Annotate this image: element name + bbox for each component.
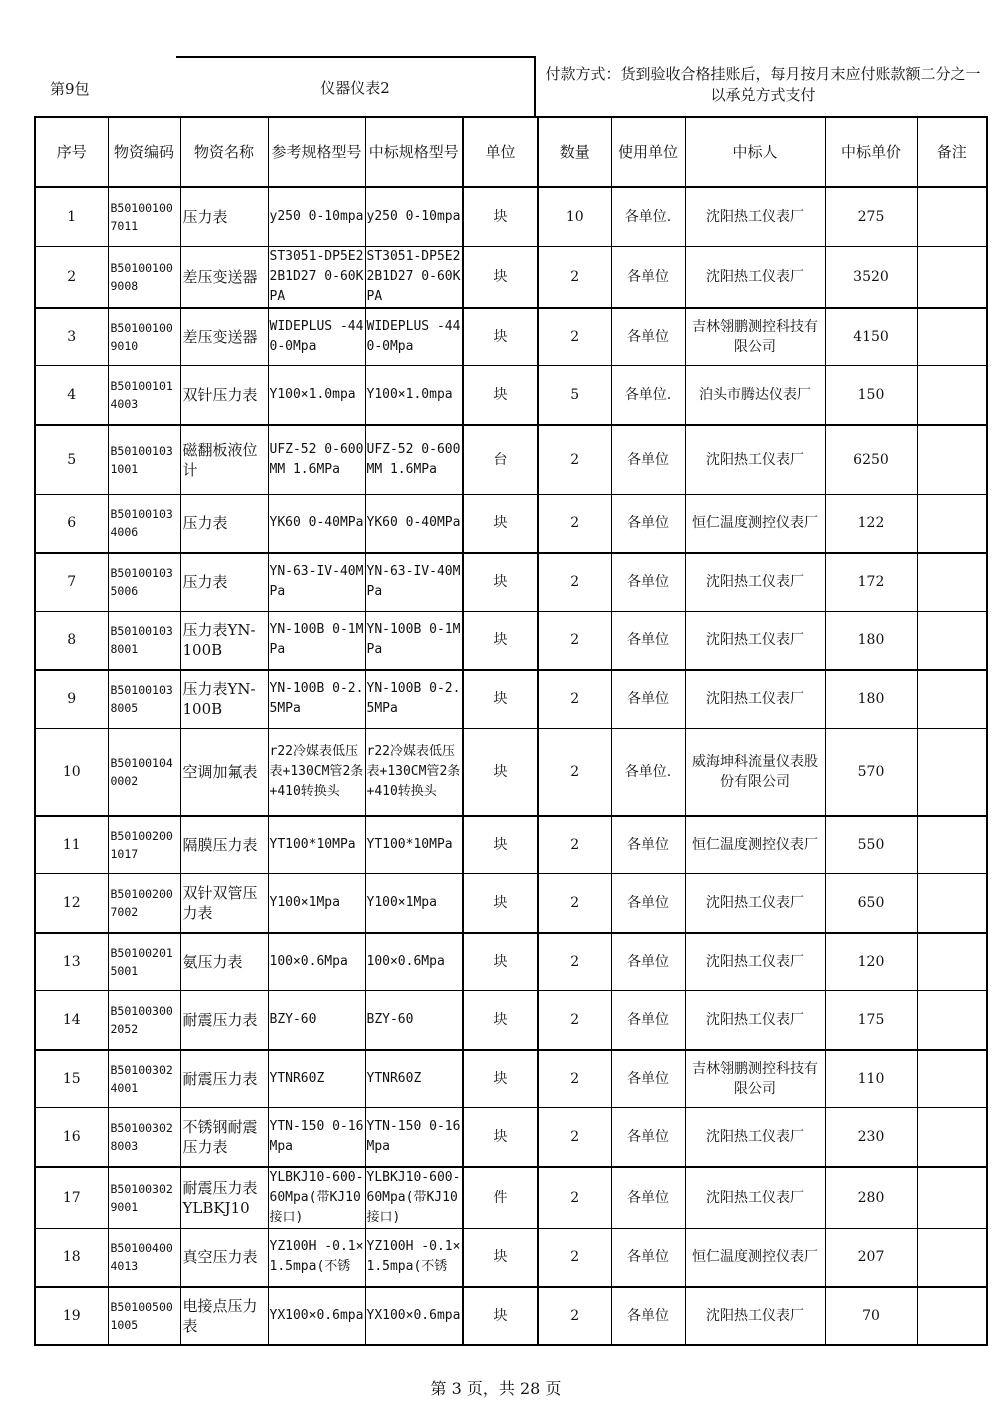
- unit-cell: 件: [463, 1167, 538, 1229]
- using-unit-cell: 各单位: [611, 495, 685, 553]
- using-unit-cell: 各单位: [611, 246, 685, 308]
- reference-spec-cell: Y100×1Mpa: [268, 874, 365, 933]
- bid-spec-cell: YZ100H -0.1×1.5mpa(不锈: [365, 1228, 463, 1287]
- unit-cell: 块: [463, 874, 538, 933]
- remark-cell: [917, 246, 987, 308]
- bid-spec-cell: WIDEPLUS -440-0Mpa: [365, 308, 463, 366]
- reference-spec-cell: 100×0.6Mpa: [268, 933, 365, 991]
- remark-cell: [917, 187, 987, 246]
- winning-bidder-cell: 恒仁温度测控仪表厂: [685, 1228, 825, 1287]
- item-code-cell: B501001009008: [108, 246, 180, 308]
- table-row: [35, 729, 987, 816]
- item-name-cell: 压力表YN-100B: [180, 612, 268, 670]
- winning-bidder-cell: 沈阳热工仪表厂: [685, 187, 825, 246]
- row-number-cell: 12: [35, 874, 108, 933]
- unit-price-cell: 175: [825, 991, 917, 1050]
- unit-cell: 块: [463, 729, 538, 816]
- remark-cell: [917, 1167, 987, 1229]
- row-number-cell: 13: [35, 933, 108, 991]
- item-code-cell: B501001040002: [108, 729, 180, 816]
- unit-cell: 块: [463, 1050, 538, 1108]
- winning-bidder-cell: 吉林翎鹏测控科技有限公司: [685, 308, 825, 366]
- row-number-cell: 5: [35, 425, 108, 495]
- unit-price-cell: 207: [825, 1228, 917, 1287]
- item-name-cell: 耐震压力表YLBKJ10: [180, 1167, 268, 1229]
- reference-spec-cell: YT100*10MPa: [268, 816, 365, 874]
- item-code-cell: B501003002052: [108, 991, 180, 1050]
- winning-bidder-cell: 沈阳热工仪表厂: [685, 612, 825, 670]
- using-unit-cell: 各单位: [611, 1167, 685, 1229]
- unit-cell: 块: [463, 187, 538, 246]
- remark-cell: [917, 1228, 987, 1287]
- col-header-winner: 中标人: [685, 117, 825, 187]
- bid-spec-cell: 100×0.6Mpa: [365, 933, 463, 991]
- item-name-cell: 耐震压力表: [180, 1050, 268, 1108]
- col-header-user: 使用单位: [611, 117, 685, 187]
- item-code-cell: B501001035006: [108, 553, 180, 612]
- quantity-cell: 2: [538, 308, 611, 366]
- reference-spec-cell: r22冷媒表低压表+130CM管2条+410转换头: [268, 729, 365, 816]
- row-number-cell: 14: [35, 991, 108, 1050]
- quantity-cell: 2: [538, 933, 611, 991]
- row-number-cell: 3: [35, 308, 108, 366]
- winning-bidder-cell: 吉林翎鹏测控科技有限公司: [685, 1050, 825, 1108]
- reference-spec-cell: UFZ-52 0-600MM 1.6MPa: [268, 425, 365, 495]
- using-unit-cell: 各单位: [611, 612, 685, 670]
- unit-price-cell: 150: [825, 366, 917, 425]
- row-number-cell: 18: [35, 1228, 108, 1287]
- using-unit-cell: 各单位: [611, 308, 685, 366]
- table-row: [35, 816, 987, 874]
- bid-spec-cell: Y100×1Mpa: [365, 874, 463, 933]
- quantity-cell: 5: [538, 366, 611, 425]
- using-unit-cell: 各单位.: [611, 366, 685, 425]
- remark-cell: [917, 308, 987, 366]
- unit-cell: 块: [463, 1287, 538, 1345]
- quantity-cell: 2: [538, 612, 611, 670]
- item-code-cell: B501001038005: [108, 670, 180, 729]
- winning-bidder-cell: 沈阳热工仪表厂: [685, 933, 825, 991]
- item-code-cell: B501001038001: [108, 612, 180, 670]
- winning-bidder-cell: 沈阳热工仪表厂: [685, 553, 825, 612]
- unit-price-cell: 570: [825, 729, 917, 816]
- reference-spec-cell: y250 0-10mpa: [268, 187, 365, 246]
- unit-price-cell: 110: [825, 1050, 917, 1108]
- unit-price-cell: 180: [825, 670, 917, 729]
- using-unit-cell: 各单位: [611, 553, 685, 612]
- unit-price-cell: 280: [825, 1167, 917, 1229]
- quantity-cell: 2: [538, 425, 611, 495]
- unit-cell: 块: [463, 1108, 538, 1167]
- item-name-cell: 双针压力表: [180, 366, 268, 425]
- reference-spec-cell: ST3051-DP5E22B1D27 0-60KPA: [268, 246, 365, 308]
- using-unit-cell: 各单位: [611, 1228, 685, 1287]
- unit-price-cell: 230: [825, 1108, 917, 1167]
- col-header-note: 备注: [917, 117, 987, 187]
- col-header-name: 物资名称: [180, 117, 268, 187]
- row-number-cell: 6: [35, 495, 108, 553]
- table-row: [35, 308, 987, 366]
- quantity-cell: 2: [538, 1050, 611, 1108]
- reference-spec-cell: YK60 0-40MPa: [268, 495, 365, 553]
- quantity-cell: 2: [538, 553, 611, 612]
- reference-spec-cell: YTN-150 0-16Mpa: [268, 1108, 365, 1167]
- table-row: [35, 933, 987, 991]
- row-number-cell: 15: [35, 1050, 108, 1108]
- unit-cell: 块: [463, 495, 538, 553]
- row-number-cell: 1: [35, 187, 108, 246]
- remark-cell: [917, 933, 987, 991]
- quantity-cell: 2: [538, 729, 611, 816]
- item-name-cell: 差压变送器: [180, 246, 268, 308]
- remark-cell: [917, 670, 987, 729]
- reference-spec-cell: YN-63-IV-40MPa: [268, 553, 365, 612]
- row-number-cell: 17: [35, 1167, 108, 1229]
- table-row: [35, 495, 987, 553]
- using-unit-cell: 各单位: [611, 816, 685, 874]
- table-body: [35, 117, 987, 1345]
- table-row: [35, 1167, 987, 1229]
- remark-cell: [917, 612, 987, 670]
- col-header-unit: 单位: [463, 117, 538, 187]
- item-name-cell: 电接点压力表: [180, 1287, 268, 1345]
- table-row: [35, 1108, 987, 1167]
- quantity-cell: 2: [538, 1287, 611, 1345]
- table-row: [35, 425, 987, 495]
- reference-spec-cell: BZY-60: [268, 991, 365, 1050]
- reference-spec-cell: WIDEPLUS -440-0Mpa: [268, 308, 365, 366]
- unit-price-cell: 172: [825, 553, 917, 612]
- winning-bidder-cell: 沈阳热工仪表厂: [685, 670, 825, 729]
- item-code-cell: B501004004013: [108, 1228, 180, 1287]
- item-code-cell: B501002007002: [108, 874, 180, 933]
- item-name-cell: 隔膜压力表: [180, 816, 268, 874]
- using-unit-cell: 各单位: [611, 1108, 685, 1167]
- quantity-cell: 2: [538, 1108, 611, 1167]
- item-code-cell: B501001007011: [108, 187, 180, 246]
- unit-price-cell: 3520: [825, 246, 917, 308]
- row-number-cell: 7: [35, 553, 108, 612]
- remark-cell: [917, 1287, 987, 1345]
- table-row: [35, 1287, 987, 1345]
- winning-bidder-cell: 沈阳热工仪表厂: [685, 1287, 825, 1345]
- unit-cell: 块: [463, 1228, 538, 1287]
- bid-spec-cell: Y100×1.0mpa: [365, 366, 463, 425]
- bid-spec-cell: YT100*10MPa: [365, 816, 463, 874]
- bid-spec-cell: YN-63-IV-40MPa: [365, 553, 463, 612]
- item-code-cell: B501001034006: [108, 495, 180, 553]
- unit-cell: 块: [463, 612, 538, 670]
- payment-terms: 付款方式：货到验收合格挂账后，每月按月末应付账款额二分之一以承兑方式支付: [545, 65, 981, 104]
- item-code-cell: B501003028003: [108, 1108, 180, 1167]
- winning-bidder-cell: 沈阳热工仪表厂: [685, 874, 825, 933]
- reference-spec-cell: YX100×0.6mpa: [268, 1287, 365, 1345]
- quantity-cell: 2: [538, 246, 611, 308]
- unit-cell: 块: [463, 933, 538, 991]
- unit-cell: 块: [463, 670, 538, 729]
- unit-cell: 块: [463, 991, 538, 1050]
- row-number-cell: 11: [35, 816, 108, 874]
- unit-price-cell: 180: [825, 612, 917, 670]
- row-number-cell: 2: [35, 246, 108, 308]
- item-code-cell: B501003029001: [108, 1167, 180, 1229]
- quantity-cell: 10: [538, 187, 611, 246]
- unit-price-cell: 650: [825, 874, 917, 933]
- item-name-cell: 双针双管压力表: [180, 874, 268, 933]
- remark-cell: [917, 425, 987, 495]
- bid-spec-cell: YX100×0.6mpa: [365, 1287, 463, 1345]
- unit-price-cell: 550: [825, 816, 917, 874]
- remark-cell: [917, 1050, 987, 1108]
- row-number-cell: 8: [35, 612, 108, 670]
- table-header-row: [35, 117, 987, 187]
- unit-price-cell: 120: [825, 933, 917, 991]
- winning-bidder-cell: 沈阳热工仪表厂: [685, 1167, 825, 1229]
- category-title-text: 仪器仪表2: [320, 78, 390, 97]
- category-title: [176, 56, 536, 116]
- remark-cell: [917, 495, 987, 553]
- reference-spec-cell: YLBKJ10-600-60Mpa(带KJ10接口): [268, 1167, 365, 1229]
- quantity-cell: 2: [538, 1228, 611, 1287]
- unit-price-cell: 6250: [825, 425, 917, 495]
- unit-cell: 块: [463, 246, 538, 308]
- table-row: [35, 1228, 987, 1287]
- winning-bidder-cell: 沈阳热工仪表厂: [685, 425, 825, 495]
- bid-spec-cell: r22冷媒表低压表+130CM管2条+410转换头: [365, 729, 463, 816]
- reference-spec-cell: YZ100H -0.1×1.5mpa(不锈: [268, 1228, 365, 1287]
- item-name-cell: 真空压力表: [180, 1228, 268, 1287]
- using-unit-cell: 各单位.: [611, 187, 685, 246]
- bid-spec-cell: YN-100B 0-1MPa: [365, 612, 463, 670]
- winning-bidder-cell: 沈阳热工仪表厂: [685, 1108, 825, 1167]
- row-number-cell: 4: [35, 366, 108, 425]
- using-unit-cell: 各单位.: [611, 729, 685, 816]
- table-row: [35, 874, 987, 933]
- unit-cell: 台: [463, 425, 538, 495]
- reference-spec-cell: Y100×1.0mpa: [268, 366, 365, 425]
- table-row: [35, 366, 987, 425]
- quantity-cell: 2: [538, 816, 611, 874]
- quantity-cell: 2: [538, 670, 611, 729]
- item-name-cell: 差压变送器: [180, 308, 268, 366]
- unit-cell: 块: [463, 308, 538, 366]
- item-code-cell: B501002001017: [108, 816, 180, 874]
- bid-spec-cell: YTNR60Z: [365, 1050, 463, 1108]
- table-row: [35, 246, 987, 308]
- remark-cell: [917, 991, 987, 1050]
- unit-price-cell: 122: [825, 495, 917, 553]
- bid-spec-cell: ST3051-DP5E22B1D27 0-60KPA: [365, 246, 463, 308]
- item-code-cell: B501002015001: [108, 933, 180, 991]
- bid-table: [34, 116, 988, 1346]
- unit-price-cell: 70: [825, 1287, 917, 1345]
- unit-cell: 块: [463, 553, 538, 612]
- table-row: [35, 991, 987, 1050]
- reference-spec-cell: YN-100B 0-2.5MPa: [268, 670, 365, 729]
- col-header-code: 物资编码: [108, 117, 180, 187]
- col-header-bid-spec: 中标规格型号: [365, 117, 463, 187]
- remark-cell: [917, 816, 987, 874]
- using-unit-cell: 各单位: [611, 933, 685, 991]
- bid-spec-cell: YTN-150 0-16Mpa: [365, 1108, 463, 1167]
- using-unit-cell: 各单位: [611, 1287, 685, 1345]
- winning-bidder-cell: 恒仁温度测控仪表厂: [685, 495, 825, 553]
- quantity-cell: 2: [538, 495, 611, 553]
- winning-bidder-cell: 沈阳热工仪表厂: [685, 991, 825, 1050]
- item-code-cell: B501001009010: [108, 308, 180, 366]
- unit-price-cell: 4150: [825, 308, 917, 366]
- unit-price-cell: 275: [825, 187, 917, 246]
- remark-cell: [917, 874, 987, 933]
- remark-cell: [917, 1108, 987, 1167]
- using-unit-cell: 各单位: [611, 874, 685, 933]
- col-header-no: 序号: [35, 117, 108, 187]
- item-name-cell: 不锈钢耐震压力表: [180, 1108, 268, 1167]
- item-name-cell: 压力表: [180, 495, 268, 553]
- unit-cell: 块: [463, 816, 538, 874]
- row-number-cell: 19: [35, 1287, 108, 1345]
- row-number-cell: 9: [35, 670, 108, 729]
- item-code-cell: B501005001005: [108, 1287, 180, 1345]
- quantity-cell: 2: [538, 991, 611, 1050]
- quantity-cell: 2: [538, 874, 611, 933]
- item-name-cell: 压力表YN-100B: [180, 670, 268, 729]
- package-number: 第9包: [50, 80, 90, 98]
- table-row: [35, 612, 987, 670]
- quantity-cell: 2: [538, 1167, 611, 1229]
- bid-spec-cell: YLBKJ10-600-60Mpa(带KJ10接口): [365, 1167, 463, 1229]
- row-number-cell: 16: [35, 1108, 108, 1167]
- item-name-cell: 耐震压力表: [180, 991, 268, 1050]
- winning-bidder-cell: 沈阳热工仪表厂: [685, 246, 825, 308]
- item-code-cell: B501003024001: [108, 1050, 180, 1108]
- page-footer: 第 3 页，共 28 页: [430, 1379, 562, 1398]
- reference-spec-cell: YTNR60Z: [268, 1050, 365, 1108]
- remark-cell: [917, 729, 987, 816]
- table-row: [35, 1050, 987, 1108]
- winning-bidder-cell: 威海坤科流量仪表股份有限公司: [685, 729, 825, 816]
- item-code-cell: B501001031001: [108, 425, 180, 495]
- table-row: [35, 670, 987, 729]
- table-row: [35, 553, 987, 612]
- item-name-cell: 磁翻板液位计: [180, 425, 268, 495]
- item-name-cell: 压力表: [180, 553, 268, 612]
- bid-spec-cell: y250 0-10mpa: [365, 187, 463, 246]
- winning-bidder-cell: 恒仁温度测控仪表厂: [685, 816, 825, 874]
- item-name-cell: 压力表: [180, 187, 268, 246]
- remark-cell: [917, 366, 987, 425]
- item-code-cell: B501001014003: [108, 366, 180, 425]
- reference-spec-cell: YN-100B 0-1MPa: [268, 612, 365, 670]
- col-header-ref-spec: 参考规格型号: [268, 117, 365, 187]
- col-header-qty: 数量: [538, 117, 611, 187]
- unit-cell: 块: [463, 366, 538, 425]
- using-unit-cell: 各单位: [611, 1050, 685, 1108]
- table-row: [35, 187, 987, 246]
- item-name-cell: 空调加氟表: [180, 729, 268, 816]
- bid-spec-cell: YK60 0-40MPa: [365, 495, 463, 553]
- item-name-cell: 氨压力表: [180, 933, 268, 991]
- remark-cell: [917, 553, 987, 612]
- using-unit-cell: 各单位: [611, 425, 685, 495]
- using-unit-cell: 各单位: [611, 991, 685, 1050]
- bid-spec-cell: YN-100B 0-2.5MPa: [365, 670, 463, 729]
- winning-bidder-cell: 泊头市腾达仪表厂: [685, 366, 825, 425]
- using-unit-cell: 各单位: [611, 670, 685, 729]
- col-header-price: 中标单价: [825, 117, 917, 187]
- bid-spec-cell: BZY-60: [365, 991, 463, 1050]
- row-number-cell: 10: [35, 729, 108, 816]
- bid-spec-cell: UFZ-52 0-600MM 1.6MPa: [365, 425, 463, 495]
